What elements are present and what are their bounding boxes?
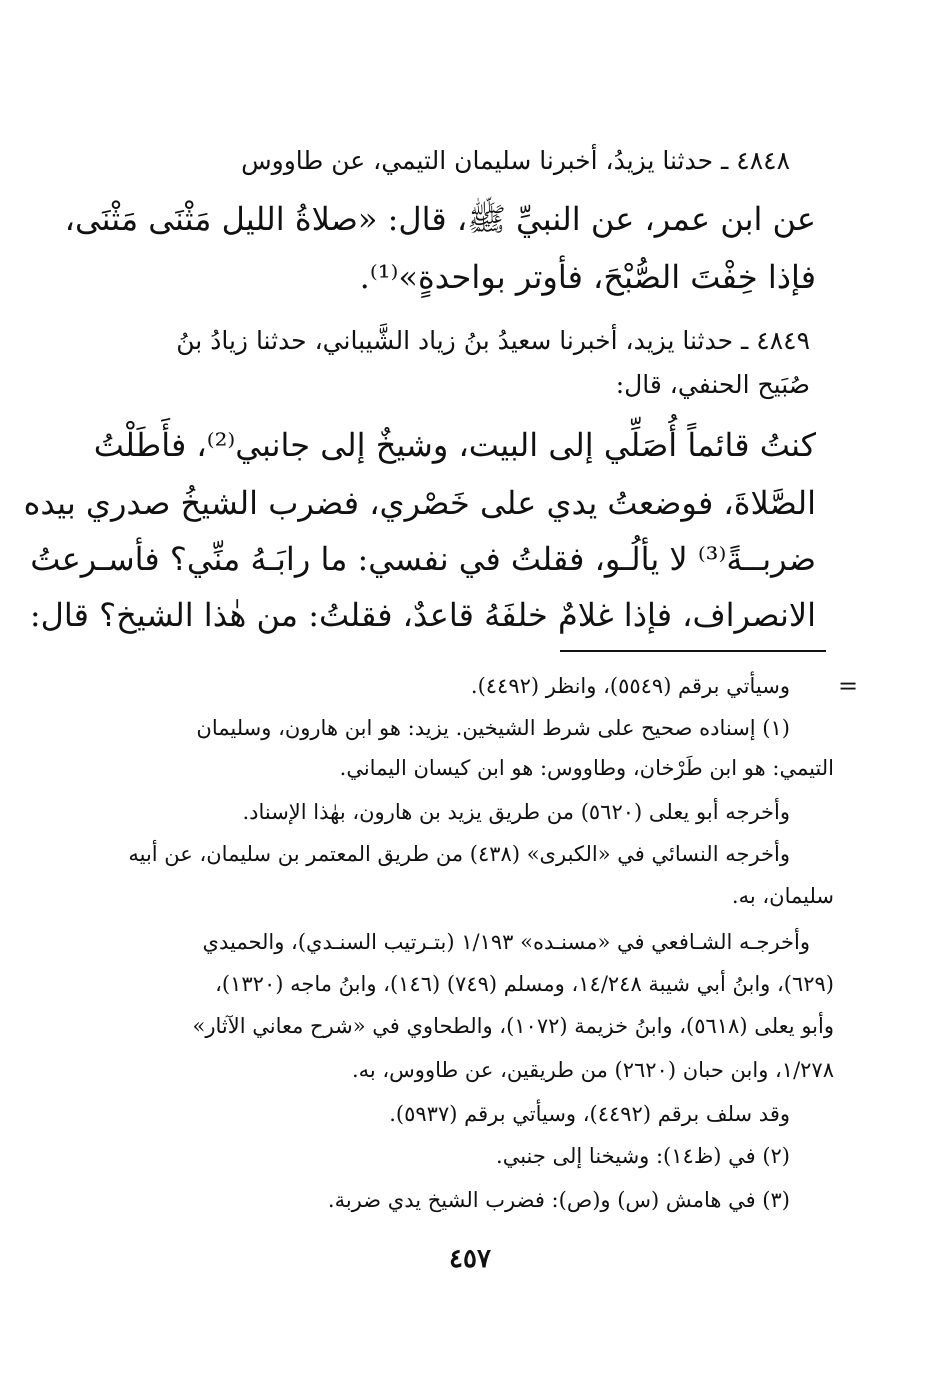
footnote-2: (٢) في (ظ١٤): وشيخنا إلى جنبي. bbox=[496, 1144, 790, 1168]
continuation-mark: = bbox=[838, 672, 859, 700]
hadith-4848-matn-line: عن ابن عمر، عن النبيِّ ﷺ، قال: «صلاةُ الليل مَثْنَى مَثْنَى، bbox=[64, 200, 816, 238]
page-number: ٤٥٧ bbox=[449, 1244, 491, 1274]
hadith-4849-isnad: ٤٨٤٩ ـ حدثنا يزيد، أخبرنا سعيدُ بنُ زياد الشَّيباني، حدثنا زيادُ بنُ bbox=[176, 326, 810, 355]
footnote-1-line: وأبو يعلى (٥٦١٨)، وابنُ خزيمة (١٠٧٢)، والطحاوي في «شرح معاني الآثار» bbox=[192, 1014, 834, 1038]
hadith-4849-matn-line: ضربــةً⁽³⁾ لا يألُـو، فقلتُ في نفسي: ما رابَـهُ منِّي؟ فأسـرعتُ bbox=[30, 540, 816, 578]
footnote-1-line: (١) إسناده صحيح على شرط الشيخين. يزيد: هو ابن هارون، وسليمان bbox=[196, 716, 790, 740]
footnote-1-line: سليمان، به. bbox=[731, 884, 834, 908]
hadith-4848-matn-line: فإذا خِفْتَ الصُّبْحَ، فأوتر بواحدةٍ»⁽¹⁾. bbox=[359, 258, 816, 296]
footnote-3: (٣) في هامش (س) و(ص): فضرب الشيخ يدي ضربة. bbox=[327, 1188, 790, 1212]
hadith-4849-matn-line: الانصراف، فإذا غلامٌ خلفَهُ قاعدٌ، فقلتُ: من هٰذا الشيخ؟ قال: bbox=[29, 596, 816, 634]
footnote-1-line: ١/٢٧٨، وابن حبان (٢٦٢٠) من طريقين، عن طاووس، به. bbox=[351, 1058, 834, 1082]
footnote-line: وسيأتي برقم (٥٥٤٩)، وانظر (٤٤٩٢). bbox=[470, 674, 790, 698]
footnote-1-line: وأخرجـه الشـافعي في «مسنـده» ١/١٩٣ (بتـرتيب السنـدي)، والحميدي bbox=[202, 930, 810, 954]
footnote-1-line: وأخرجه أبو يعلى (٥٦٢٠) من طريق يزيد بن هارون، بهٰذا الإسناد. bbox=[242, 800, 790, 824]
footnote-1-line: وقد سلف برقم (٤٤٩٢)، وسيأتي برقم (٥٩٣٧). bbox=[389, 1102, 790, 1126]
footnote-1-line: (٦٢٩)، وابنُ أبي شيبة ١٤/٢٤٨، ومسلم (٧٤٩) (١٤٦)، وابنُ ماجه (١٣٢٠)، bbox=[215, 972, 834, 996]
hadith-4848-isnad: ٤٨٤٨ ـ حدثنا يزيدُ، أخبرنا سليمان التيمي، عن طاووس bbox=[241, 146, 790, 175]
hadith-4849-matn-line: الصَّلاةَ، فوضعتُ يدي على خَصْري، فضرب الشيخُ صدري بيده bbox=[23, 484, 816, 522]
hadith-4849-isnad: صُبَيح الحنفي، قال: bbox=[615, 370, 810, 399]
hadith-4849-matn-line: كنتُ قائماً أُصَلِّي إلى البيت، وشيخٌ إلى جانبي⁽²⁾، فأَطَلْتُ bbox=[93, 426, 816, 464]
footnote-1-line: التيمي: هو ابن طَرْخان، وطاووس: هو ابن كيسان اليماني. bbox=[339, 756, 834, 780]
footnote-1-line: وأخرجه النسائي في «الكبرى» (٤٣٨) من طريق المعتمر بن سليمان، عن أبيه bbox=[128, 842, 790, 866]
footnote-divider bbox=[560, 650, 826, 652]
